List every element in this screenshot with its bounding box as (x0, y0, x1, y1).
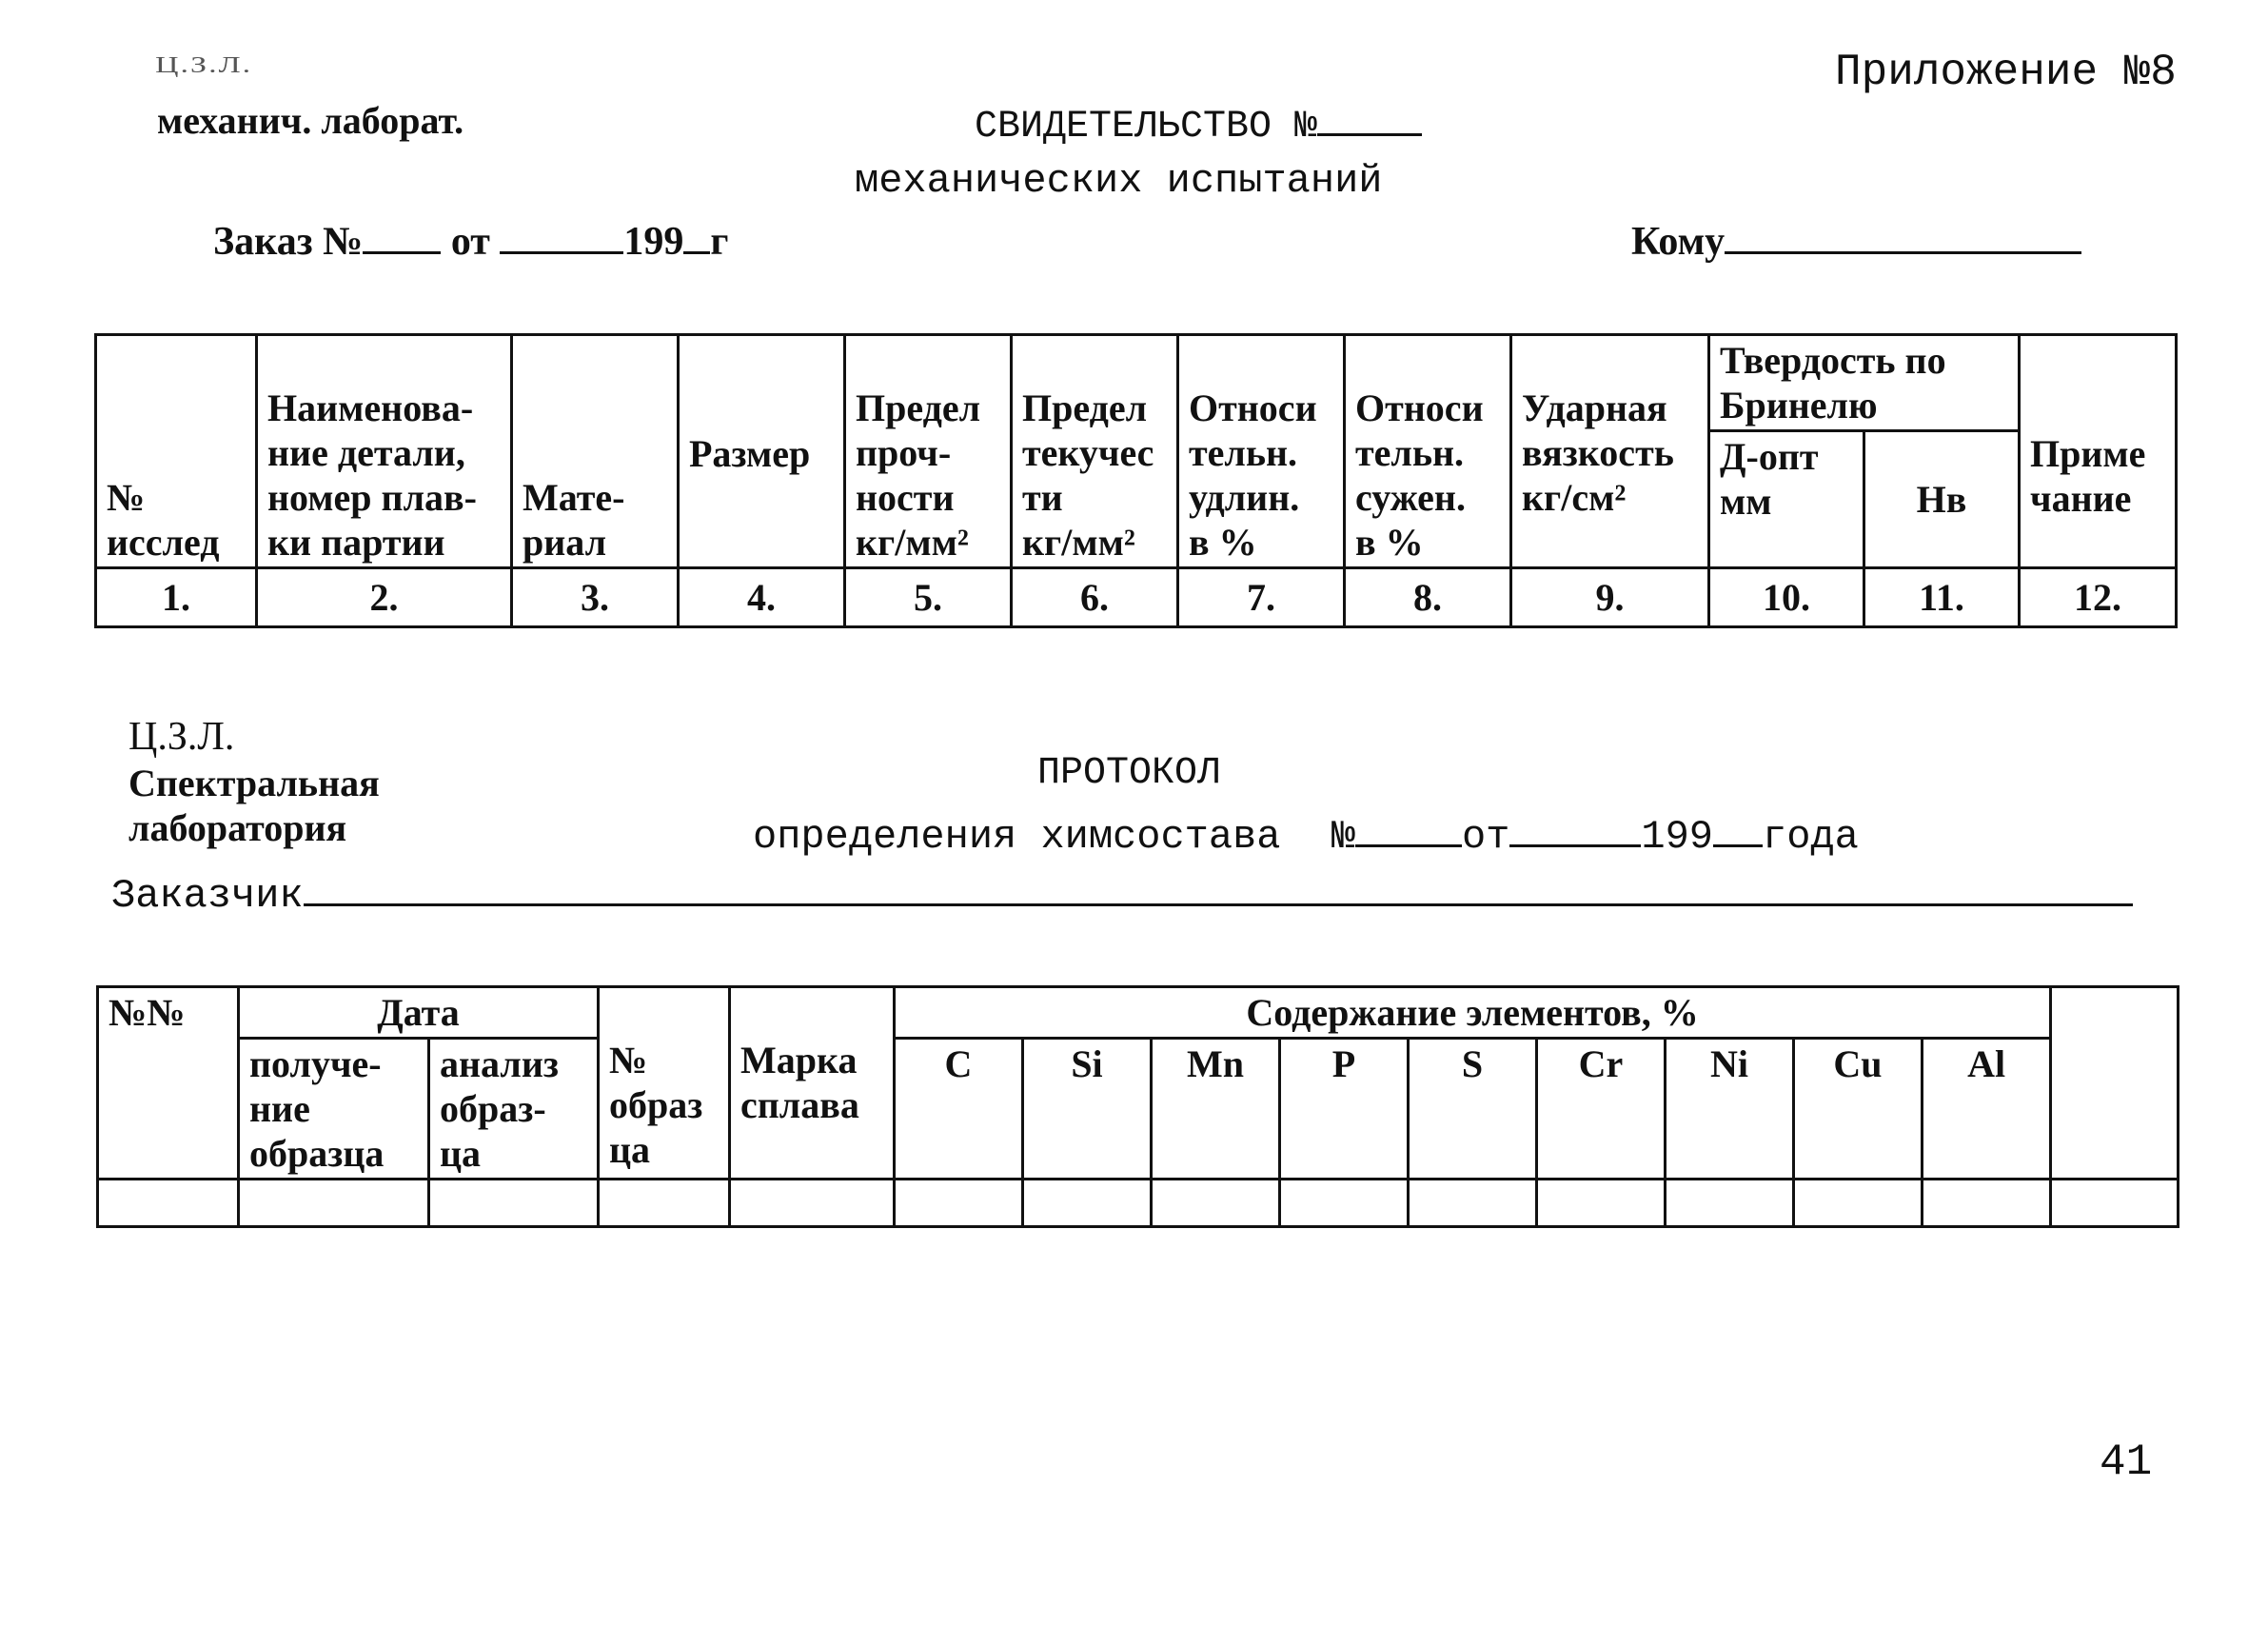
certificate-number-blank (1317, 99, 1422, 136)
order-number-blank (363, 215, 441, 254)
col-number: 11. (1864, 568, 2020, 627)
order-from-label: от (450, 219, 490, 264)
col-header-element-p: P (1280, 1039, 1409, 1180)
col-number: 9. (1511, 568, 1709, 627)
col-number: 2. (257, 568, 512, 627)
col-header-element-al: Al (1923, 1039, 2051, 1180)
protocol-org-line2: лаборатория (128, 806, 347, 849)
table-cell (1409, 1180, 1537, 1227)
recipient-blank (1725, 215, 2081, 254)
col-header-element-si: Si (1023, 1039, 1152, 1180)
col-header-blank (2051, 987, 2179, 1180)
appendix-label: Приложение №8 (1835, 48, 2177, 97)
recipient-label: Кому (1631, 219, 1726, 264)
col-header-elongation: Относи тельн. удлин. в % (1178, 335, 1345, 568)
col-header-research-no: № исслед (96, 335, 257, 568)
col-header-element-cu: Cu (1794, 1039, 1923, 1180)
protocol-year-suffix: года (1762, 813, 1859, 860)
col-header-note: Приме чание (2020, 335, 2177, 568)
col-group-date: Дата (239, 987, 599, 1039)
order-year-suffix: г (710, 219, 729, 264)
order-year: 199 (623, 219, 684, 264)
table-cell (2051, 1180, 2179, 1227)
col-header-row-no: №№ (98, 987, 239, 1180)
protocol-number-blank (1355, 808, 1462, 847)
col-group-brinell-hardness: Твердость по Бринелю (1709, 335, 2020, 431)
protocol-number-label: № (1331, 813, 1355, 860)
protocol-date-blank (1509, 808, 1641, 847)
mechanical-tests-table (94, 333, 2178, 628)
table-cell (1666, 1180, 1794, 1227)
table-cell (1280, 1180, 1409, 1227)
col-header-element-ni: Ni (1666, 1039, 1794, 1180)
col-header-date-received: получе- ние образца (239, 1039, 429, 1180)
col-header-element-s: S (1409, 1039, 1537, 1180)
page-number: 41 (2100, 1438, 2153, 1487)
col-number: 4. (679, 568, 845, 627)
col-header-tensile-strength: Предел проч- ности кг/мм² (845, 335, 1012, 568)
customer-blank (304, 867, 2133, 906)
col-header-material: Мате- риал (512, 335, 679, 568)
table-cell (1152, 1180, 1280, 1227)
col-header-yield-strength: Предел текучес ти кг/мм² (1012, 335, 1178, 568)
org-lab-name: механич. лаборат. (157, 99, 464, 142)
order-prefix: Заказ № (213, 219, 364, 264)
col-header-hardness-hb: Нв (1864, 431, 2020, 568)
protocol-subtitle-text: определения химсостава (753, 813, 1281, 860)
order-line (213, 215, 728, 265)
col-header-part-name: Наименова- ние детали, номер плав- ки партии (257, 335, 512, 568)
table-row-empty (98, 1180, 2179, 1227)
protocol-org-line1: Спектральная (128, 762, 380, 804)
col-header-element-cr: Cr (1537, 1039, 1666, 1180)
table-cell (1923, 1180, 2051, 1227)
col-header-hardness-diameter: Д-опт мм (1709, 431, 1864, 568)
col-number: 3. (512, 568, 679, 627)
col-number: 6. (1012, 568, 1178, 627)
table-cell (730, 1180, 895, 1227)
table-cell (895, 1180, 1023, 1227)
col-header-contraction: Относи тельн. сужен. в % (1345, 335, 1511, 568)
protocol-org-name: Ц.З.Л. (128, 715, 235, 759)
col-number: 7. (1178, 568, 1345, 627)
customer-line (111, 867, 2133, 919)
protocol-subtitle (753, 808, 1859, 860)
col-header-size: Размер (679, 335, 845, 568)
col-header-alloy-grade: Марка сплава (730, 987, 895, 1180)
table-cell (1537, 1180, 1666, 1227)
col-header-impact-toughness: Ударная вязкость кг/см² (1511, 335, 1709, 568)
table-cell (239, 1180, 429, 1227)
protocol-year: 199 (1641, 813, 1713, 860)
col-header-sample-no: № образ ца (599, 987, 730, 1180)
col-group-elements: Содержание элементов, % (895, 987, 2051, 1039)
col-number: 12. (2020, 568, 2177, 627)
certificate-title (975, 99, 1422, 149)
table-cell (599, 1180, 730, 1227)
col-header-element-mn: Mn (1152, 1039, 1280, 1180)
table-cell (1023, 1180, 1152, 1227)
col-number: 10. (1709, 568, 1864, 627)
protocol-title: ПРОТОКОЛ (1037, 752, 1221, 795)
customer-label: Заказчик (111, 872, 304, 919)
certificate-subtitle: механических испытаний (855, 158, 1383, 204)
org-name-faded: Ц.З.Л. (155, 52, 253, 78)
col-number: 5. (845, 568, 1012, 627)
table-cell (1794, 1180, 1923, 1227)
protocol-year-blank (1713, 808, 1763, 847)
col-number: 8. (1345, 568, 1511, 627)
order-year-blank (683, 215, 710, 254)
recipient-line (1631, 215, 2081, 265)
table-cell (429, 1180, 599, 1227)
col-number: 1. (96, 568, 257, 627)
chemical-composition-table (96, 985, 2179, 1228)
col-header-element-c: C (895, 1039, 1023, 1180)
order-date-blank (500, 215, 623, 254)
certificate-title-text: СВИДЕТЕЛЬСТВО № (975, 106, 1318, 149)
col-header-date-analyzed: анализ образ- ца (429, 1039, 599, 1180)
table-cell (98, 1180, 239, 1227)
protocol-from-label: от (1461, 813, 1510, 860)
